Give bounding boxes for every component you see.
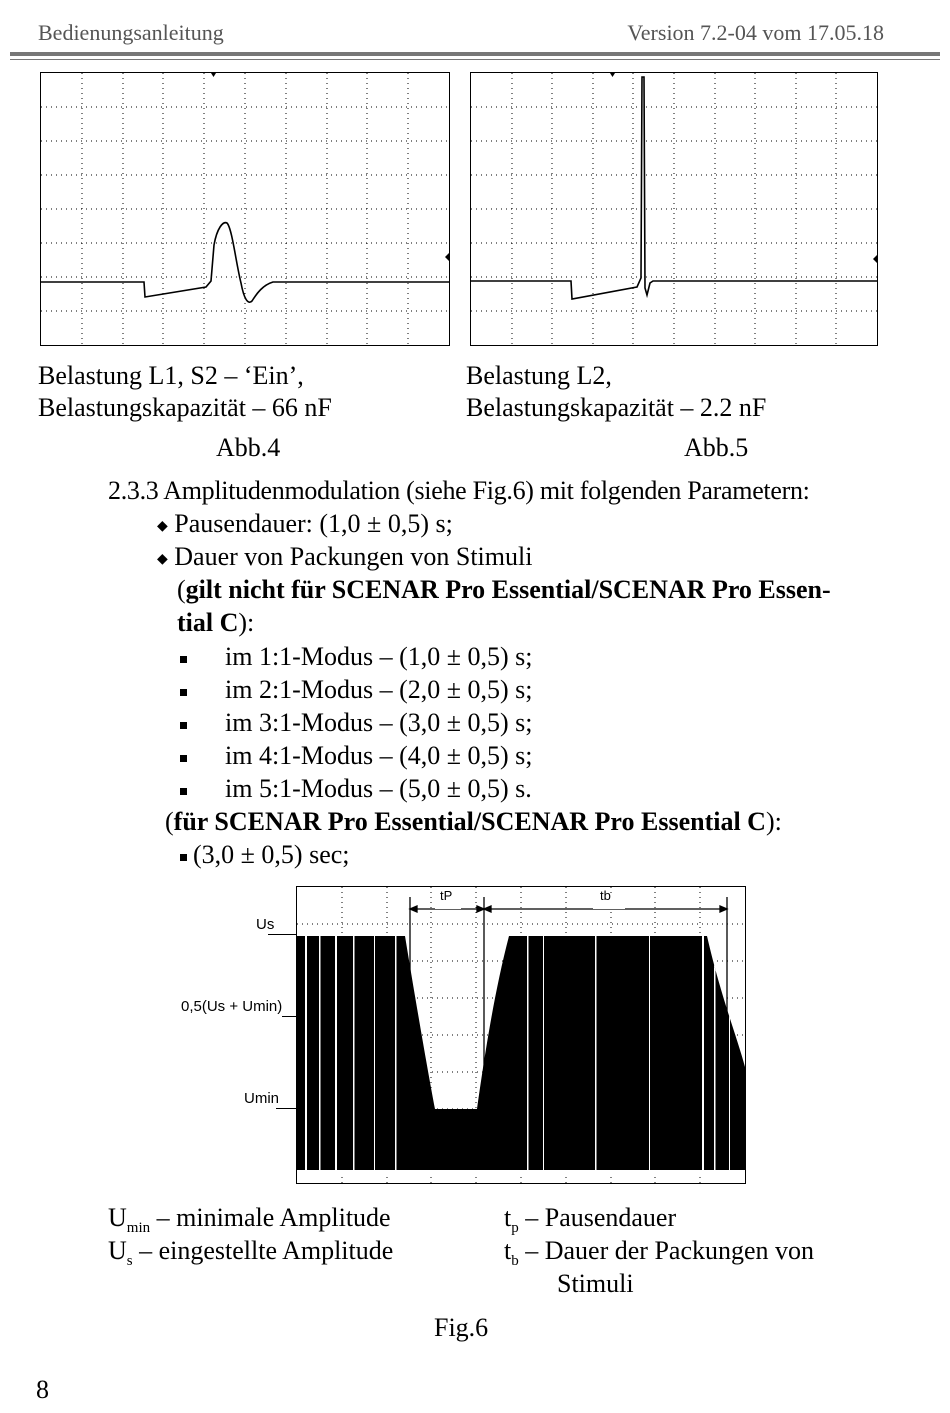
note-line2 (177, 606, 254, 639)
header-right: Version 7.2-04 vom 17.05.18 (627, 20, 884, 45)
note-line1 (177, 573, 831, 606)
section-heading: 2.3.3 Amplitudenmodulation (siehe Fig.6) mit folgenden Parametern: (108, 476, 810, 505)
fig6-tick-half (282, 1016, 296, 1017)
legend-tp-text: – Pausendauer (518, 1203, 677, 1232)
mode-item-5-text: im 5:1-Modus – (5,0 ± 0,5) s. (225, 774, 532, 803)
oscilloscope-fig6-trace (297, 887, 745, 1183)
bullet-dauer-text: Dauer von Packungen von Stimuli (174, 542, 533, 571)
abb5-caption-line2: Belastungskapazität – 2.2 nF (466, 393, 767, 422)
abb5-label: Abb.5 (684, 433, 749, 462)
paren-open: ( (177, 575, 186, 604)
bullet-pausendauer (157, 507, 453, 543)
mode-item-2-text: im 2:1-Modus – (2,0 ± 0,5) s; (225, 675, 533, 704)
oscilloscope-abb4-trace (41, 73, 449, 345)
oscilloscope-abb5-trace (471, 73, 877, 345)
header-left: Bedienungsanleitung (38, 20, 224, 45)
essential-value (180, 838, 350, 871)
page-number: 8 (36, 1375, 49, 1404)
fig6-tick-us (268, 934, 296, 935)
header-rule (10, 52, 940, 56)
essential-bold: für SCENAR Pro Essential/SCENAR Pro Essential C (173, 807, 766, 836)
legend-tb-line2: Stimuli (557, 1269, 634, 1298)
square-bullet-icon (180, 656, 187, 663)
paren-close: ): (765, 807, 782, 836)
mode-item-1 (180, 640, 533, 673)
mode-item-4-text: im 4:1-Modus – (4,0 ± 0,5) s; (225, 741, 533, 770)
oscilloscope-abb4 (40, 72, 450, 346)
fig6-label: Fig.6 (434, 1313, 489, 1342)
abb4-caption-line1: Belastung L1, S2 – ‘Ein’, (38, 361, 304, 390)
legend-us-text: – eingestellte Amplitude (132, 1236, 394, 1265)
essential-note (165, 805, 782, 838)
oscilloscope-abb5 (470, 72, 878, 346)
fig6-label-umin: Umin (244, 1090, 280, 1107)
square-bullet-icon (180, 689, 187, 696)
abb5-caption-line1: Belastung L2, (466, 361, 612, 390)
diamond-bullet-icon: ◆ (157, 551, 168, 567)
square-bullet-icon (180, 722, 187, 729)
mode-item-5 (180, 772, 532, 805)
note-bold-line2: tial C (177, 608, 239, 637)
fig6-label-tp: tP (440, 888, 453, 903)
abb4-label: Abb.4 (216, 433, 281, 462)
legend-umin-sub: min (126, 1220, 151, 1237)
oscilloscope-fig6 (296, 886, 746, 1184)
square-bullet-icon (180, 788, 187, 795)
mode-item-3 (180, 706, 533, 739)
paren-open: ( (165, 807, 174, 836)
square-bullet-icon (180, 854, 187, 861)
bullet-dauer (157, 540, 532, 576)
diamond-bullet-icon: ◆ (157, 518, 168, 534)
legend-us (108, 1235, 393, 1277)
mode-item-3-text: im 3:1-Modus – (3,0 ± 0,5) s; (225, 708, 533, 737)
legend-tp-sub: p (511, 1220, 519, 1237)
fig6-label-half: 0,5(Us + Umin) (181, 998, 283, 1015)
bullet-pausendauer-text: Pausendauer: (1,0 ± 0,5) s; (174, 509, 453, 538)
note-bold-line1: gilt nicht für SCENAR Pro Essential/SCENAR Pro Essen- (185, 575, 831, 604)
fig6-tick-umin (276, 1108, 296, 1109)
legend-us-sub: s (126, 1253, 133, 1270)
mode-item-2 (180, 673, 533, 706)
legend-tb-text: – Dauer der Packungen von (518, 1236, 815, 1265)
paren-close: ): (238, 608, 255, 637)
fig6-label-us: Us (256, 916, 275, 933)
mode-item-1-text: im 1:1-Modus – (1,0 ± 0,5) s; (225, 642, 533, 671)
legend-us-symbol: U (108, 1236, 127, 1265)
legend-tb (504, 1235, 814, 1277)
square-bullet-icon (180, 755, 187, 762)
legend-umin-symbol: U (108, 1203, 127, 1232)
mode-item-4 (180, 739, 533, 772)
legend-umin-text: – minimale Amplitude (150, 1203, 391, 1232)
legend-tp-symbol: t (504, 1203, 512, 1232)
header-rule-thin (10, 59, 940, 60)
legend-tb-symbol: t (504, 1236, 512, 1265)
essential-value-text: (3,0 ± 0,5) sec; (193, 840, 350, 869)
fig6-label-tb: tb (600, 888, 611, 903)
legend-tb-sub: b (511, 1253, 519, 1270)
abb4-caption-line2: Belastungskapazität – 66 nF (38, 393, 332, 422)
